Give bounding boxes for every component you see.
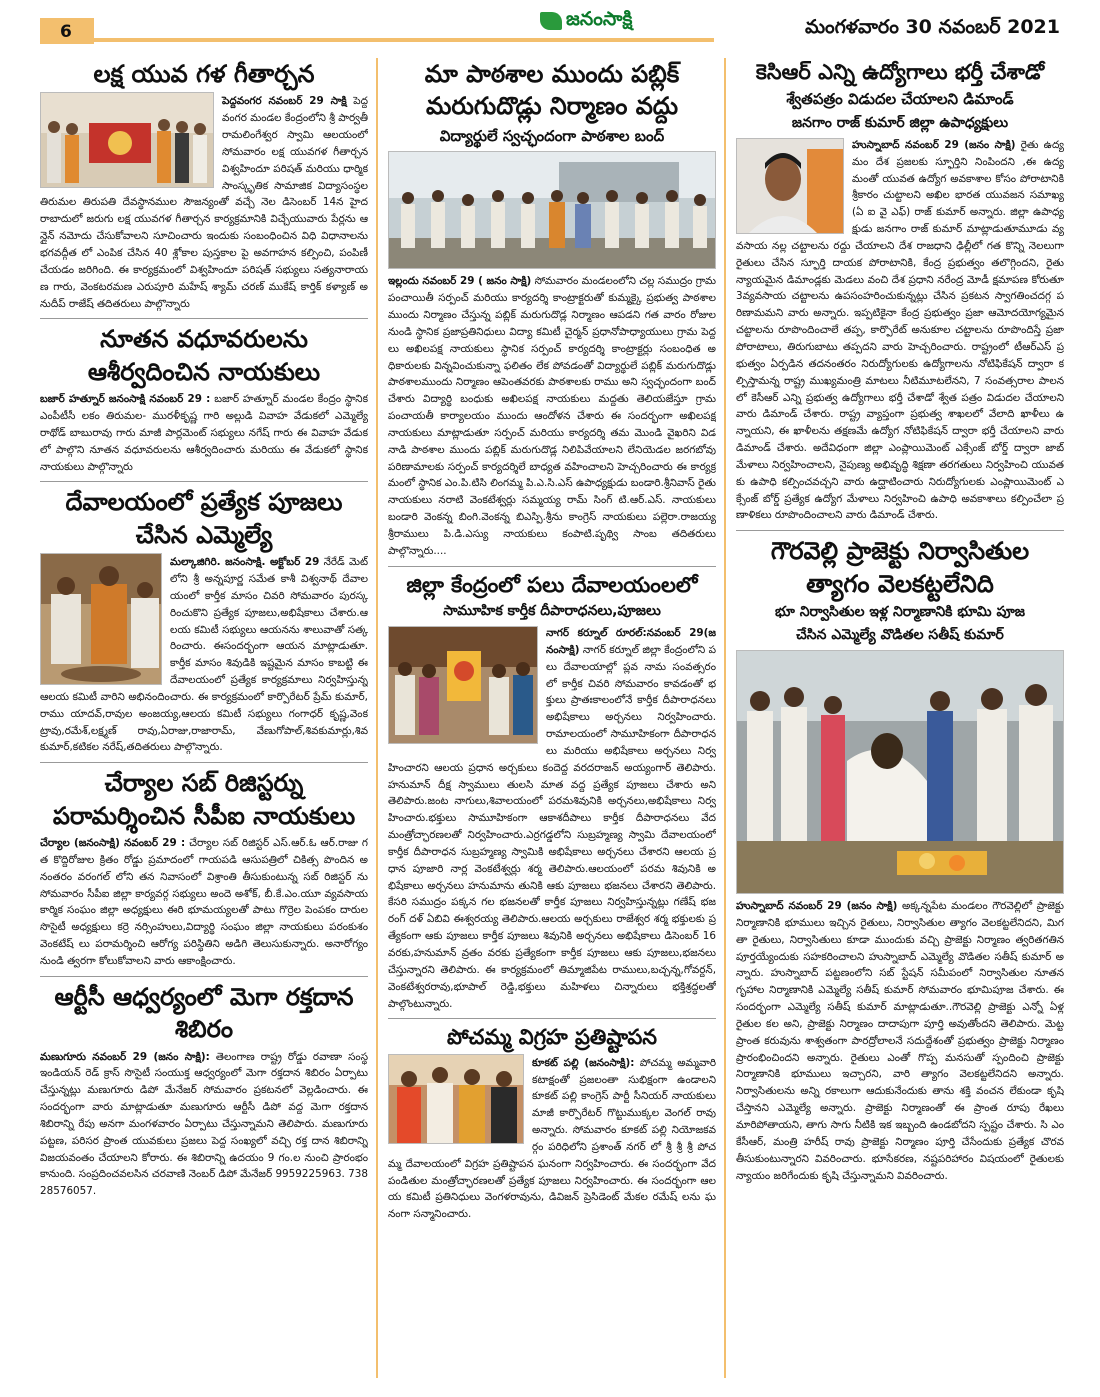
masthead-rule	[94, 38, 714, 42]
headline: జిల్లా కేంద్రంలో పలు దేవాలయంలలో	[406, 572, 698, 597]
subheadline: భూ నిర్వాసితుల ఇళ్ల నిర్మాణానికి భూమి పూజ	[774, 604, 1026, 621]
column-middle	[388, 58, 716, 1378]
headline: చేర్యాల సబ్ రిజిస్టర్ను పరామర్శించిన సీపీఐ నాయకులు	[52, 769, 356, 830]
dateline: మణుగూరు నవంబర్ 29 (జనం సాక్షి):	[40, 1050, 210, 1063]
article-divider	[40, 318, 368, 319]
subheadline: చేసిన ఎమ్మెల్యే వొడితల సతీష్ కుమార్	[796, 627, 1004, 644]
article-blood-donation	[40, 981, 368, 1200]
news-photo	[736, 650, 1064, 894]
dateline: హుస్నాబాద్ నవంబర్ 29 (జనం సాక్షి)	[852, 138, 1016, 151]
hand-logo-icon	[540, 12, 562, 30]
issue-date: మంగళవారం 30 నవంబర్ 2021	[804, 16, 1060, 38]
article-body: చేర్యాల సబ్ రిజిస్టర్ ఎస్.ఆర్.ఓ ఆర్.రాజు గత కొద్దిరోజుల క్రితం రోడ్డు ప్రమాదంలో గాయపడి ఆసుపత్రిలో చికిత్స పొందిన అనంతరం వరంగల్ లోని తన నివాసంలో విశ్రాంతి తీసుకుంటున్న సబ్ రిజిస్టర్ ను సోమవారం సీపీఐ జిల్లా కార్యవర్గ సభ్యులు అందె అశోక్, బీ.కే.ఎం.యూ వ్యవసాయ కార్మిక సంఘం జిల్లా అధ్యక్షులు ఈరి భూమయ్యలతో పాటు గొర్రెల పెంపకం దారుల సొసైటీ అధ్యక్షులు కర్రె నర్సింహులు,విద్యార్థి సంఘం జిల్లా నాయకులు పరంకుశం వెంకటేష్ లు పరామర్శించి ఆరోగ్య పరిస్థితిని అడిగి తెలుసుకున్నారు. అనారోగ్యం నుండి త్వరగా కోలుకోవాలని వారు ఆకాంక్షించారు.	[40, 837, 368, 967]
article-school-toilets	[388, 58, 716, 560]
dateline: చేర్యాల (జనంసాక్షి) నవంబర్ 29 :	[40, 837, 186, 850]
masthead	[0, 0, 1100, 52]
news-photo	[388, 1054, 524, 1144]
headline: లక్ష యువ గళ గీతార్చన	[93, 60, 315, 88]
column-divider	[376, 58, 378, 1378]
article-body: పోచమ్మ అమ్మవారి కటాక్షంతో ప్రజలంతా సుభిక్షంగా ఉండాలని కూకట్ పల్లి కాంగ్రెస్ పార్టీ సీనియర్ నాయకులు మాజీ కార్పొరేటర్ గొట్టుముక్కల వెంగల్ రావు అన్నారు. సోమవారం కూకట్ పల్లి నియోజకవర్గం పరిధిలోని ప్రశాంత్ నగర్ లో శ్రీ శ్రీ శ్రీ పోచమ్మ దేవాలయంలో విగ్రహ ప్రతిష్టాపన ఘనంగా నిర్వహించారు. ఈ సందర్భంగా వేదపండితుల మంత్రోచ్ఛారణలతో ప్రత్యేక పూజలు నిర్వహించారు. ఈ సందర్భంగా ఆలయ కమిటీ ప్రతినిధులు వెంగళరావును, డివిజన్ ప్రెసిడెంట్ మేకల రమేష్ లను ఘనంగా సన్మానించారు.	[388, 1056, 716, 1221]
article-body: బజార్ హత్నూర్ మండల కేంద్రం స్థానిక ఎంపీటీసీ లకం తిరుమల- మురళీకృష్ణ గారి అల్లుడి వివాహ వేడుకలో ఎమ్మెల్యే రాథోడ్ బాబురావు గారు మాజీ పార్లమెంట్ సభ్యులు నగేష్ గారు ఈ వివాహ వేడుకలో పాల్గొని నూతన వధూవరులను ఆశీర్వదించారు మరియు ఈ వేడుకలో స్థానిక నాయకులు పాల్గొన్నారు	[40, 393, 368, 473]
headline: కెసిఆర్ ఎన్ని ఉద్యోగాలు భర్తీ చేశాడో	[755, 60, 1045, 84]
column-right	[736, 58, 1064, 1378]
news-photo	[40, 553, 162, 685]
article-karthika-deeparadhana	[388, 571, 716, 1013]
dateline: పెద్దవంగర నవంబర్ 29 సాక్షి	[222, 95, 347, 108]
dateline: కూకట్ పల్లి (జనంసాక్షి):	[532, 1056, 635, 1069]
headline: ఆర్టీసీ ఆధ్వర్యంలో మెగా రక్తదాన శిబిరం	[54, 982, 354, 1044]
subheadline: విద్యార్థులే స్వచ్ఛందంగా పాఠశాల బంద్	[439, 126, 665, 145]
column-divider	[724, 58, 726, 1378]
dateline: ఇల్లందు నవంబర్ 29 ( జనం సాక్షి)	[388, 275, 532, 288]
article-divider	[40, 481, 368, 482]
subheadline: జనగాం రాజ్ కుమార్ జిల్లా ఉపాధ్యక్షులు	[791, 114, 1009, 131]
article-body: అక్కన్నపేట మండలం గౌరవెల్లిలో ప్రాజెక్టు నిర్మాణానికి భూములు ఇచ్చిన రైతులు, నిర్వాసితుల త్యాగం వెలకట్టలేనిదని, మిగతా రైతులు, నిర్వాసితులు కూడా ముందుకు వచ్చి ప్రాజెక్టు నిర్మాణం త్వరితగతిన పూర్తయ్యేందుకు సహకరించాలని హుస్నాబాద్ ఎమ్మెల్యే వొడితల సతీష్ కుమార్ అన్నారు. హుస్నాబాద్ పట్టణంలోని సబ్ స్టేషన్ సమీపంలో నిర్వాసితుల నూతన గృహాల నిర్మాణానికి ఎమ్మెల్యే సతీష్ కుమార్ సోమవారం భూమిపూజ చేశారు. ఈ సందర్భంగా ఎమ్మెల్యే సతీష్ కుమార్ మాట్లాడుతూ..గౌరవెల్లి ప్రాజెక్టు ఎన్నో ఏళ్ల రైతుల కల అని, ప్రాజెక్టు నిర్మాణం దాదాపుగా పూర్తి అవుతోందని తెలిపారు. మెట్ట ప్రాంత కరువును శాశ్వతంగా పారద్రోలాలనే సదుద్దేశంతో ప్రభుత్వం ప్రాజెక్టు నిర్మాణం ప్రారంభించిందని అన్నారు. రైతులు ఎంతో గొప్ప మనసుతో స్పందించి ప్రాజెక్టు నిర్మాణానికి భూములు ఇచ్చారని, వారి త్యాగం వెలకట్టలేనిదని అన్నారు. నిర్వాసితులను అన్ని రకాలుగా ఆదుకునేందుకు తాను శక్తి వంచన లేకుండా కృషి చేస్తానని ఎమ్మెల్యే అన్నారు. ప్రాజెక్టు నిర్మాణంతో ఈ ప్రాంత రూపు రేఖలు మారిపోతాయని, తాగు సాగు నీటికి ఇక ఇబ్బంది ఉండబోదని స్పష్టం చేశారు. సి ఎం కేసీఆర్, మంత్రి హరీష్ రావు ప్రాజెక్టు నిర్మాణం పూర్తి చేసేందుకు ప్రత్యేక చొరవ తీసుకుంటున్నారని వివరించారు. భూసేకరణ, నష్టపరిహారం విషయంలో రైతులకు న్యాయం జరిగేందుకు కృషి చేస్తున్నామని వివరించారు.	[736, 900, 1064, 1182]
page-number: 6	[40, 18, 94, 44]
article-cherial-registrar	[40, 767, 368, 970]
headline: పోచమ్మ విగ్రహ ప్రతిష్టాపన	[446, 1025, 657, 1050]
article-divider	[736, 530, 1064, 531]
article-geetharchana	[40, 58, 368, 312]
dateline: హుస్నాబాద్ నవంబర్ 29 (జనం సాక్షి)	[736, 900, 898, 913]
article-divider	[40, 976, 368, 977]
article-divider	[40, 762, 368, 763]
dateline: బజార్ హత్నూర్ జనంసాక్షి నవంబర్ 29 :	[40, 393, 211, 406]
news-photo	[40, 92, 214, 188]
article-body: నాగర్ కర్నూల్ జిల్లా కేంద్రంలోని పలు దేవాలయాల్లో ప్లవ నామ సంవత్సరం లో కార్తీక చివరి సోమవారం కావడంతో భక్తులు ప్రాతఃకాలంలోనే కార్తీక దీపారాధనలు అభిషేకాలు అర్చనలు నిర్వహించారు.రామాలయంలో సామూహికంగా దీపారాధనలు మరియు అభిషేకాలు అర్చనలు నిర్వహించారని ఆలయ ప్రధాన అర్చకులు కందెద్ద వరదరాజన్ అయ్యంగార్ తెలిపారు. హనుమాన్ దీక్ష స్వాములు తులసి మాత వద్ద ప్రత్యేక పూజలు చేశారు అని తెలిపారు.జంట నాగులు,శివాలయంలో పరమశివునికి అర్చనలు,అభిషేకాలు నిర్వహించారు.భక్తులు సామూహికంగా ఆకాశదీపాలు కార్తీక దీపారాధనలు వేద మంత్రోచ్ఛారణలతో నిర్వహించారు.ఎర్రగడ్డలోని సుబ్రహ్మణ్య స్వామి దేవాలయంలో కార్తీక దీపారాధన సుబ్రహ్మణ్య స్వామికి అభిషేకాలు అర్చనలు చేశారని ఆలయ ప్రధాన పూజారి నార్ల వెంకటేశ్వర్లు శర్మ తెలిపారు.ఆలయంలో పరమ శివునికి అభిషేకాలు అర్చనలు హనుమాను తునికి ఆకు పూజలు భజనలు చేశారని తెలిపారు.కేసరి సముద్రం పక్కన గల భజనలతో కార్తీక పూజలు నిర్వహిస్తున్నట్లు గణేష్ భజరంగ్ దళ్ ఏబివి ఈశ్వరయ్య తెలిపారు.ఆలయ అర్చకులు రాజేశ్వర శర్మ భక్తులకు ప్రత్యేకంగా ఆకు పూజలు కార్తీక పూజలు శివునికి అర్చనలు అభిషేకాలు డిసెంబర్ 16 వరకు,హనుమాన్ వ్రతం వరకు ప్రత్యేకంగా కార్తీక పూజలు ఆకు పూజలు,భజనలు చేస్తున్నారని తెలిపారు. ఈ కార్యక్రమంలో తిమ్మాజిపేట రాములు,బచ్చన్న,గోవర్దన్,వెంకటేశ్వరరావు,భూపాల్ రెడ్డి,భక్తులు మహిళలు చిన్నారులు భక్తిశ్రద్ధలతో పాల్గొంటున్నారు.	[388, 643, 716, 1010]
headline: గౌరవెల్లి ప్రాజెక్టు నిర్వాసితుల త్యాగం వెలకట్టలేనిది	[770, 537, 1030, 598]
article-body: పెద్దవంగర మండల కేంద్రంలోని శ్రీ పార్వతీ రామలింగేశ్వర స్వామి ఆలయంలో సోమవారం లక్ష యువగళ గీతార్చన విశ్వహిందూ పరిషత్ మరియు ధార్మిక సాంస్కృతిక సామాజిక విద్యాసంస్థల తిరుమల తిరుపతి దేవస్థానముల సౌజన్యంతో వచ్చే నెల డిసెంబర్ 14న హైదరాబాదులో జరుగు లక్ష యువగళ గీతార్చన కార్యక్రమానికి విచ్చేయువారు పేర్లను ఆన్లైన్ నమోదు చేసుకోవాలని సూచించారు ఇందుకు సంబంధించిన విధి విధానాలను భగవద్గీత లో ఎంపిక చేసిన 40 శ్లోకాల పుస్తకాల పై అవగాహన కల్పించి, పంపిణీ చేయడం జరిగింది. ఈ కార్యక్రమంలో విశ్వహిందూ పరిషత్ సభ్యులు సత్యనారాయణ గారు, వెంకటరమణ ఎరుపూరి మహేష్ శ్యామ్ చరణ్ ముకేష్ కార్తిక్ కళ్యాణ్ అనుదీప్ రాజేష్ తదితరులు పాల్గొన్నారు	[40, 95, 368, 310]
headline: మా పాఠశాల ముందు పబ్లిక్ మరుగుదొడ్లు నిర్మాణం వద్దు	[424, 60, 680, 121]
subheadline: సామూహిక కార్తీక దీపారాధనలు,పూజలు	[443, 602, 661, 619]
article-gouravelli-project	[736, 535, 1064, 1184]
article-body: సోమవారం మండలంలోని చల్ల సముద్రం గ్రామపంచాయితీ సర్పంచ్ మరియు కార్యదర్శి కాంట్రాక్టరుతో కుమ్మక్కై ప్రభుత్వ పాఠశాల ముందు నిర్మాణం చేస్తున్న పబ్లిక్ మరుగుదొడ్ల నిర్మాణం ఆపడని గత వారం రోజుల నుండి స్థానిక ప్రజాప్రతినిధులు విద్యా కమిటీ చైర్మన్ ప్రధానోపాధ్యాయులు గ్రామ పెద్దలు అఖిలపక్ష నాయకులు స్థానిక సర్పంచ్ కార్యదర్శి కాంట్రాక్టర్లు సంబంధిత అధికారులకు విన్నవించుకున్నా ఫలితం లేక పోవడంతో విద్యార్థులే పబ్లిక్ మరుగుదొడ్లు పాఠశాలముందు నిర్మాణం ఆపెంతవరకు పాఠశాలకు రాము అని స్వచ్ఛందంగా బంద్ చేశారు విద్యార్థి బంధుకు అఖిలపక్ష నాయకులు మద్దతు తెలియజేస్తూ గ్రామ పంచాయతీ కార్యాలయం ముందు ఆందోళన చేశారు ఈ సందర్భంగా అఖిలపక్ష నాయకులు మాట్లాడుతూ సర్పంచ్ మరియు కార్యదర్శి తమ మొండి వైఖరిని విడనాడి పాఠశాల ముందు పబ్లిక్ మరుగుదొడ్ల నిలిపివేయాలని లేనియెడల జరగబోవు పరిణామాలకు సర్పంచ్ కార్యదర్శిలే బాధ్యత వహించాలని హెచ్చరించారు ఈ కార్యక్రమంలో స్థానిక ఎం.పి.టిసి లింగమ్మ పి.ఎ.సి.ఎస్ ఉపాధ్యక్షుడు బండారి.శ్రీనివాస్ రైతు నాయకులు నరాటి వెంకటేశ్వర్లు సమ్మయ్య రామ్ సింగ్ టి.ఆర్.ఎస్. నాయకులు బండారి వెంకన్న బింగి.వెంకన్న బిఎస్పి.శ్రీను కాంగ్రెస్ నాయకులు పల్లెరా.రాజయ్య శ్రీరాములు పి.డి.ఎస్యు నాయకులు కంపాటి.పృథ్వి సాంబ తదితరులు పాల్గొన్నారు....	[388, 275, 716, 557]
article-kcr-jobs	[736, 58, 1064, 524]
article-newlyweds	[40, 323, 368, 475]
paper-name: జనంసాక్షి	[566, 7, 633, 30]
headline: దేవాలయంలో ప్రత్యేక పూజలు చేసిన ఎమ్మెల్యే	[65, 488, 343, 549]
column-left	[40, 58, 368, 1378]
article-body: తెలంగాణ రాష్ట్ర రోడ్డు రవాణా సంస్థ ఇండియన్ రెడ్ క్రాస్ సొసైటీ సంయుక్త ఆధ్వర్యంలో మెగా రక్తదాన శిబిరం ఏర్పాటు చేస్తున్నట్లు మణుగూరు డిపో మేనేజర్ సోమవారం ప్రకటనలో వెల్లడించారు. ఈ సందర్భంగా వారు మాట్లాడుతూ మణుగూరు ఆర్టీసీ డిపో వద్ద మెగా రక్తదాన శిబిరాన్ని రేపు అనగా మంగళవారం ఏర్పాటు చేస్తున్నామని తెలిపారు. మణుగూరు పట్టణ, పరిసర ప్రాంత యువకులు ప్రజలు పెద్ద సంఖ్యలో వచ్చి రక్త దాన శిబిరాన్ని విజయవంతం చేయాలని కోరారు. ఈ శిబిరాన్ని ఉదయం 9 గం.ల నుంచి ప్రారంభం కానుంది. సంప్రదించవలసిన చరవాణి నెంబర్ డిపో మేనేజర్ 9959225963. 73828576057.	[40, 1050, 368, 1198]
article-temple-puja	[40, 486, 368, 756]
article-pochamma	[388, 1023, 716, 1223]
news-photo	[388, 151, 716, 269]
portrait-photo	[736, 138, 844, 234]
dateline: మల్కాజిగిరి. జనంసాక్షి. అక్టోబర్ 29	[170, 556, 320, 569]
article-divider	[388, 1018, 716, 1019]
headline: నూతన వధూవరులను ఆశీర్వదించిన నాయకులు	[87, 325, 321, 386]
news-photo	[388, 626, 538, 744]
subheadline: శ్వేతపత్రం విడుదల చేయాలని డిమాండ్	[786, 90, 1014, 109]
paper-logo	[540, 6, 632, 36]
article-divider	[388, 566, 716, 567]
article-body: రైతు ఉద్యమం దేశ ప్రజలకు స్ఫూర్తిని నింపిందని ,ఈ ఉద్యమంతో యువత ఉద్యోగ అవకాశాల కోసం పోరాటానికి శ్రీకారం చుట్టాలని అఖిల భారత యువజన సమాఖ్య (ఏ ఐ వై ఎఫ్) రాజ్ కుమార్ అన్నారు. జిల్లా ఉపాధ్యక్షుడు జనగాం రాజ్ కుమార్ మాట్లాడుతూమూడు వ్యవసాయ నల్ల చట్టాలను రద్దు చేయాలని దేశ రాజధాని ఢిల్లీలో గత కొన్ని నెలలుగా రైతులు చేసిన స్ఫూర్తి దాయక పోరాటానికి, కేంద్ర ప్రభుత్వం తలొగ్గిందని, రైతు న్యాయమైన డిమాండ్లకు మెడలు వంచి దేశ ప్రధాని నరేంద్ర మోడీ క్షమాపణ కోరుతూ 3వ్యవసాయ చట్టాలను ఉపసంహరించుకున్నట్లు చేసిన ప్రకటన స్వాగతించదగ్గ పరిణామమని వారు అన్నారు. ఇప్పటికైనా కేంద్ర ప్రభుత్వం ప్రజా ఆమోదయోగ్యమైన చట్టాలను రూపొందించాలే తప్ప, కార్పొరేట్ అనుకూల చట్టాలను రూపొందిస్తే ప్రజా పోరాటాలు, తిరుగుబాటు తప్పదని వారు హెచ్చరించారు. రాష్ట్రంలో టీఆర్ఎస్ ప్రభుత్వం ఏర్పడిన తదనంతరం నిరుద్యోగులకు ఉద్యోగాలను నోటిఫికేషన్ ద్వారా కల్పిస్తామన్న రాష్ట్ర ముఖ్యమంత్రి మాటలు నీటిమూటలేనని, 7 సంవత్సరాల పాలన లో కెసీఆర్ ఎన్ని ప్రభుత్వ ఉద్యోగాలు భర్తీ చేశాడో శ్వేత పత్రం విడుదల చేయాలని వారు డిమాండ్ చేశారు. రాష్ట్ర వ్యాప్తంగా ప్రభుత్వ శాఖలలో వేలాది ఖాళీలు ఉన్నాయని, ఈ ఖాళీలను తక్షణమే ఉద్యోగ నోటిఫికేషన్ ద్వారా భర్తీ చేయాలని వారు డిమాండ్ చేశారు. అదేవిధంగా జిల్లా ఎంప్లాయిమెంట్ ఎక్సేంజ్ బోర్డ్ ద్వారా జాబ్ మేళాలు నిర్వహించాలని, నైపుణ్య అభివృద్ధి శిక్షణా తరగతులు నిర్వహించి యువతకు ఉపాధి కల్పించవచ్చని వారు ఉద్ఘాటించారు నిరుద్యోగులకు ఎంప్లాయిమెంట్ ఎక్సేంజ్ బోర్డ్ ప్రత్యేక ఉద్యోగ మేళాలు నిర్వహించి ఉపాధి అవకాశాలు కల్పించేలా ప్రణాళికలు రూపొందించాలని వారు డిమాండ్ చేశారు.	[736, 138, 1064, 522]
dateline: నాగర్ కర్నూల్ రూరల్:నవంబర్ 29(జనంసాక్షి)	[546, 626, 716, 656]
article-body: నేరేడ్ మెట్ లోని శ్రీ అన్నపూర్ణ సమేత కాశీ విశ్వనాథ్ దేవాలయంలో కార్తీక మాసం చివరి సోమవారం పురస్కరించుకొని ప్రత్యేక పూజలు,అభిషేకాలు చేశారు.ఆలయ కమిటీ సభ్యులు ఆయనను శాలువాతో సత్కరించారు. ఈసందర్భంగా ఆయన మాట్లాడుతూ. కార్తీక మాసం శివుడికి ఇష్టమైన మాసం కాబట్టి ఈదేవాలయంలో ప్రత్యేక కార్యక్రమాలు నిర్వహిస్తున్న ఆలయ కమిటీ వారిని అభినందించారు. ఈ కార్యక్రమంలో కార్పొరేటర్ ప్రేమ్ కుమార్,రాము యాదవ్,రావుల అంజయ్య,ఆలయ కమిటీ సభ్యులు గంగాధర్ కృష్ణ,వెంకట్రావు,రమేశ్,లక్ష్మణ్ రావు,ఏరాజు,రాజారామ్, వేణుగోపాల్,శివకుమార్లు,శివ కుమార్,కటికల నరేష్,తదితరులు పాల్గొన్నారు.	[40, 556, 368, 754]
